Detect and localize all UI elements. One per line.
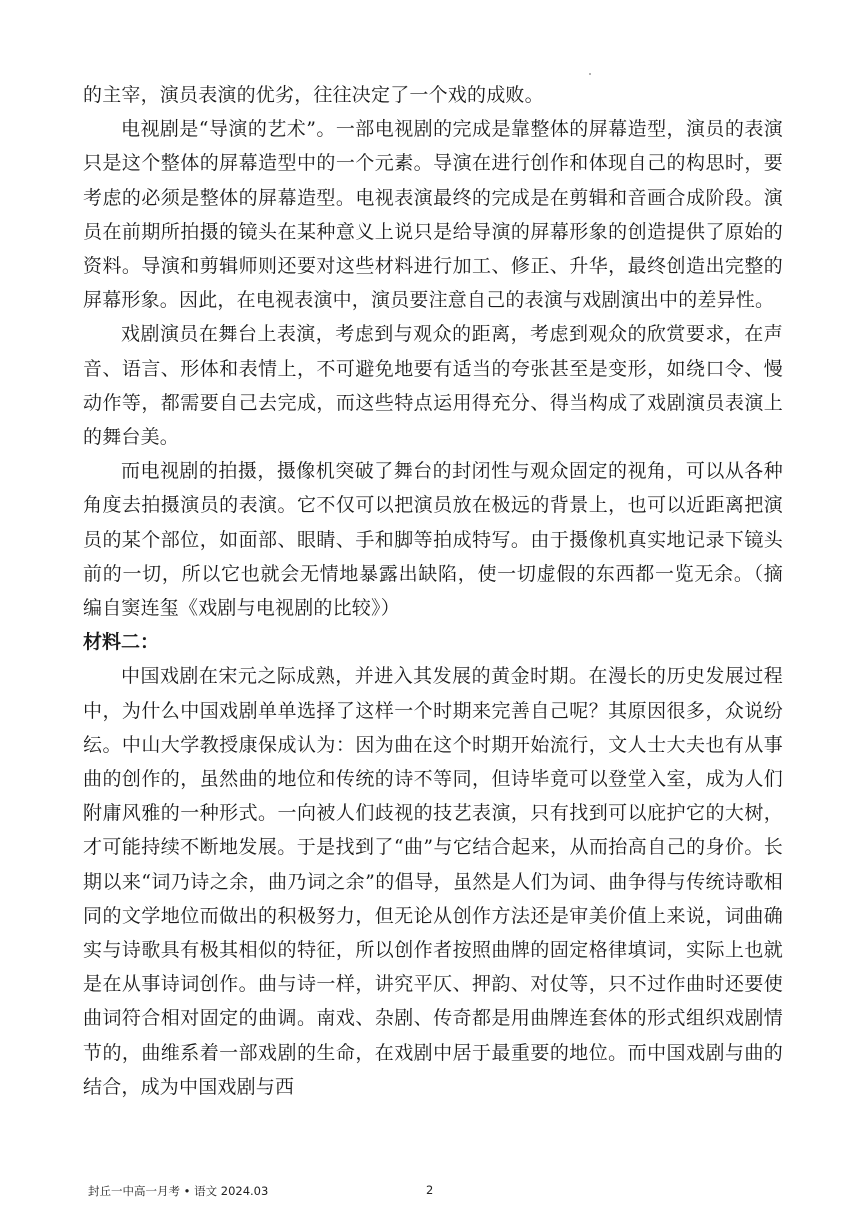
paragraph-stage-actor: 戏剧演员在舞台上表演，考虑到与观众的距离，考虑到观众的欣赏要求，在声音、语言、形体和表情上，不可避免地要有适当的夸张甚至是变形，如绕口令、慢动作等，都需要自己去完成，而这些特点运用得充分、得当构成了戏剧演员表演上的舞台美。 [83, 323, 783, 449]
document-body [83, 78, 783, 1104]
page-footer [88, 1183, 788, 1203]
paragraph-chinese-drama-history: 中国戏剧在宋元之际成熟，并进入其发展的黄金时期。在漫长的历史发展过程中，为什么中国戏剧单单选择了这样一个时期来完善自己呢？其原因很多，众说纷纭。中山大学教授康保成认为：因为曲在这个时期开始流行，文人士大夫也有从事曲的创作的，虽然曲的地位和传统的诗不等同，但诗毕竟可以登堂入室，成为人们附庸风雅的一种形式。一向被人们歧视的技艺表演，只有找到可以庇护它的大树，才可能持续不断地发展。于是找到了“曲”与它结合起来，从而抬高自己的身价。长期以来“词乃诗之余，曲乃词之余”的倡导，虽然是人们为词、曲争得与传统诗歌相同的文学地位而做出的积极努力，但无论从创作方法还是审美价值上来说，词曲确实与诗歌具有极其相似的特征，所以创作者按照曲牌的固定格律填词，实际上也就是在从事诗词创作。曲与诗一样，讲究平仄、押韵、对仗等，只不过作曲时还要使曲词符合相对固定的曲调。南戏、杂剧、传奇都是用曲牌连套体的形式组织戏剧情节的，曲维系着一部戏剧的生命，在戏剧中居于最重要的地位。而中国戏剧与曲的结合，成为中国戏剧与西 [83, 665, 783, 1098]
paragraph-camera-shooting: 而电视剧的拍摄，摄像机突破了舞台的封闭性与观众固定的视角，可以从各种角度去拍摄演员的表演。它不仅可以把演员放在极远的背景上，也可以近距离把演员的某个部位，如面部、眼睛、手和脚等拍成特写。由于摄像机真实地记录下镜头前的一切，所以它也就会无情地暴露出缺陷，使一切虚假的东西都一览无余。（摘编自窦连玺《戏剧与电视剧的比较》） [83, 460, 783, 620]
paragraph-tv-drama-director: 电视剧是“导演的艺术”。一部电视剧的完成是靠整体的屏幕造型，演员的表演只是这个整体的屏幕造型中的一个元素。导演在进行创作和体现自己的构思时，要考虑的必须是整体的屏幕造型。电视表演最终的完成是在剪辑和音画合成阶段。演员在前期所拍摄的镜头在某种意义上说只是给导演的屏幕形象的创造提供了原始的资料。导演和剪辑师则还要对这些材料进行加工、修正、升华，最终创造出完整的屏幕形象。因此，在电视表演中，演员要注意自己的表演与戏剧演出中的差异性。 [83, 118, 783, 312]
footer-page-number: 2 [426, 1183, 434, 1197]
footer-exam-info: 封丘一中高一月考 • 语文 2024.03 [88, 1184, 269, 1198]
decorative-dot [589, 73, 591, 75]
paragraph-continuation: 的主宰，演员表演的优劣，往往决定了一个戏的成败。 [83, 84, 544, 106]
section-heading-material-two: 材料二： [83, 631, 160, 654]
